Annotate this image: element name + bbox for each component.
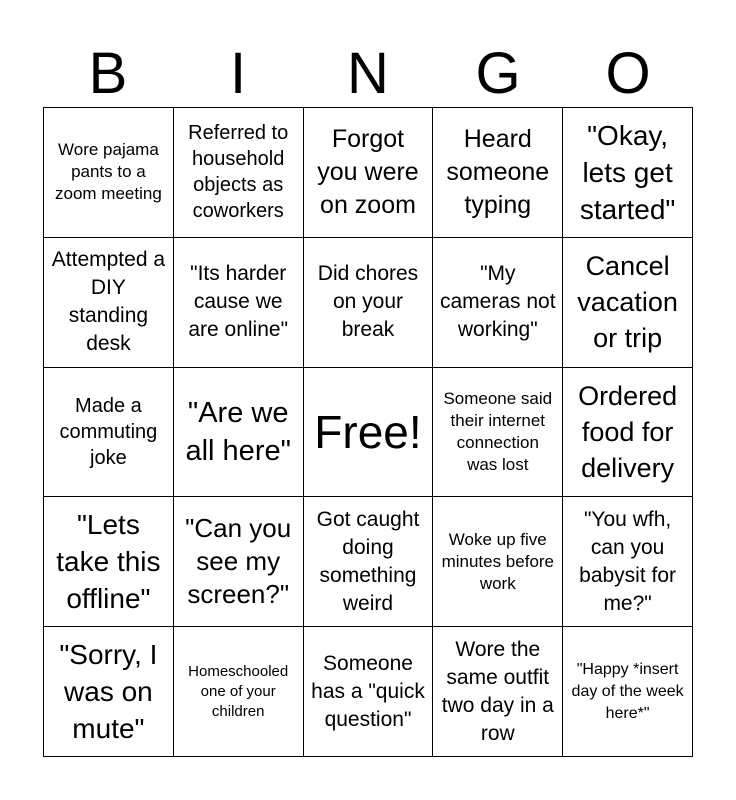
cell-text: "Sorry, I was on mute" (59, 639, 158, 745)
bingo-cell-r2c3[interactable] (304, 238, 434, 368)
free-space-label: Free! (314, 405, 422, 458)
bingo-cell-r4c2[interactable] (174, 497, 304, 627)
bingo-cell-r1c3[interactable] (304, 108, 434, 238)
cell-text: Attempted a DIY standing desk (51, 248, 166, 356)
cell-text: "My cameras not working" (440, 262, 556, 342)
bingo-cell-r5c2[interactable] (174, 627, 304, 757)
bingo-cell-r4c4[interactable] (433, 497, 563, 627)
cell-text: Made a commuting joke (59, 394, 158, 469)
bingo-cell-r2c5[interactable] (563, 238, 693, 368)
cell-text: Heard someone typing (446, 124, 550, 219)
cell-text: "Okay, lets get started" (579, 119, 676, 225)
cell-text: "Happy *insert day of the week here*" (571, 660, 684, 722)
cell-text: "Can you see my screen?" (185, 513, 292, 610)
cell-text: "You wfh, can you babysit for me?" (579, 507, 677, 615)
header-letter-g: G (475, 41, 521, 106)
bingo-cell-r3c5[interactable] (563, 368, 693, 498)
cell-text: "Its harder cause we are online" (188, 262, 289, 342)
bingo-cell-r4c3[interactable] (304, 497, 434, 627)
bingo-cell-r5c4[interactable] (433, 627, 563, 757)
bingo-cell-r3c3-free-space[interactable] (304, 368, 434, 498)
cell-text: "Are we all here" (185, 396, 291, 467)
bingo-cell-r4c1[interactable] (44, 497, 174, 627)
cell-text: Homeschooled one of your children (188, 662, 289, 720)
bingo-cell-r2c1[interactable] (44, 238, 174, 368)
cell-text: Wore the same outfit two day in a row (441, 637, 554, 745)
bingo-cell-r5c5[interactable] (563, 627, 693, 757)
bingo-cell-r5c3[interactable] (304, 627, 434, 757)
bingo-cell-r3c1[interactable] (44, 368, 174, 498)
cell-text: Got caught doing something weird (316, 507, 420, 615)
bingo-cell-r2c4[interactable] (433, 238, 563, 368)
bingo-card-grid (43, 107, 693, 757)
cell-text: Forgot you were on zoom (317, 124, 419, 219)
cell-text: "Lets take this offline" (56, 509, 161, 615)
bingo-cell-r1c5[interactable] (563, 108, 693, 238)
bingo-cell-r5c1[interactable] (44, 627, 174, 757)
bingo-header (43, 40, 693, 108)
cell-text: Cancel vacation or trip (577, 251, 678, 354)
header-letter-b: B (88, 41, 128, 106)
bingo-cell-r3c2[interactable] (174, 368, 304, 498)
cell-text: Ordered food for delivery (578, 380, 678, 483)
bingo-cell-r1c4[interactable] (433, 108, 563, 238)
cell-text: Someone said their internet connection was lost (443, 388, 553, 474)
cell-text: Woke up five minutes before work (441, 529, 555, 593)
header-letter-i: I (229, 41, 247, 106)
bingo-cell-r1c1[interactable] (44, 108, 174, 238)
bingo-cell-r1c2[interactable] (174, 108, 304, 238)
bingo-cell-r2c2[interactable] (174, 238, 304, 368)
cell-text: Wore pajama pants to a zoom meeting (55, 140, 162, 204)
cell-text: Did chores on your break (317, 262, 419, 342)
cell-text: Someone has a "quick question" (311, 651, 425, 731)
bingo-cell-r4c5[interactable] (563, 497, 693, 627)
bingo-cell-r3c4[interactable] (433, 368, 563, 498)
header-letter-o: O (605, 41, 651, 106)
cell-text: Referred to household objects as coworkers (188, 122, 289, 223)
header-letter-n: N (347, 41, 389, 106)
